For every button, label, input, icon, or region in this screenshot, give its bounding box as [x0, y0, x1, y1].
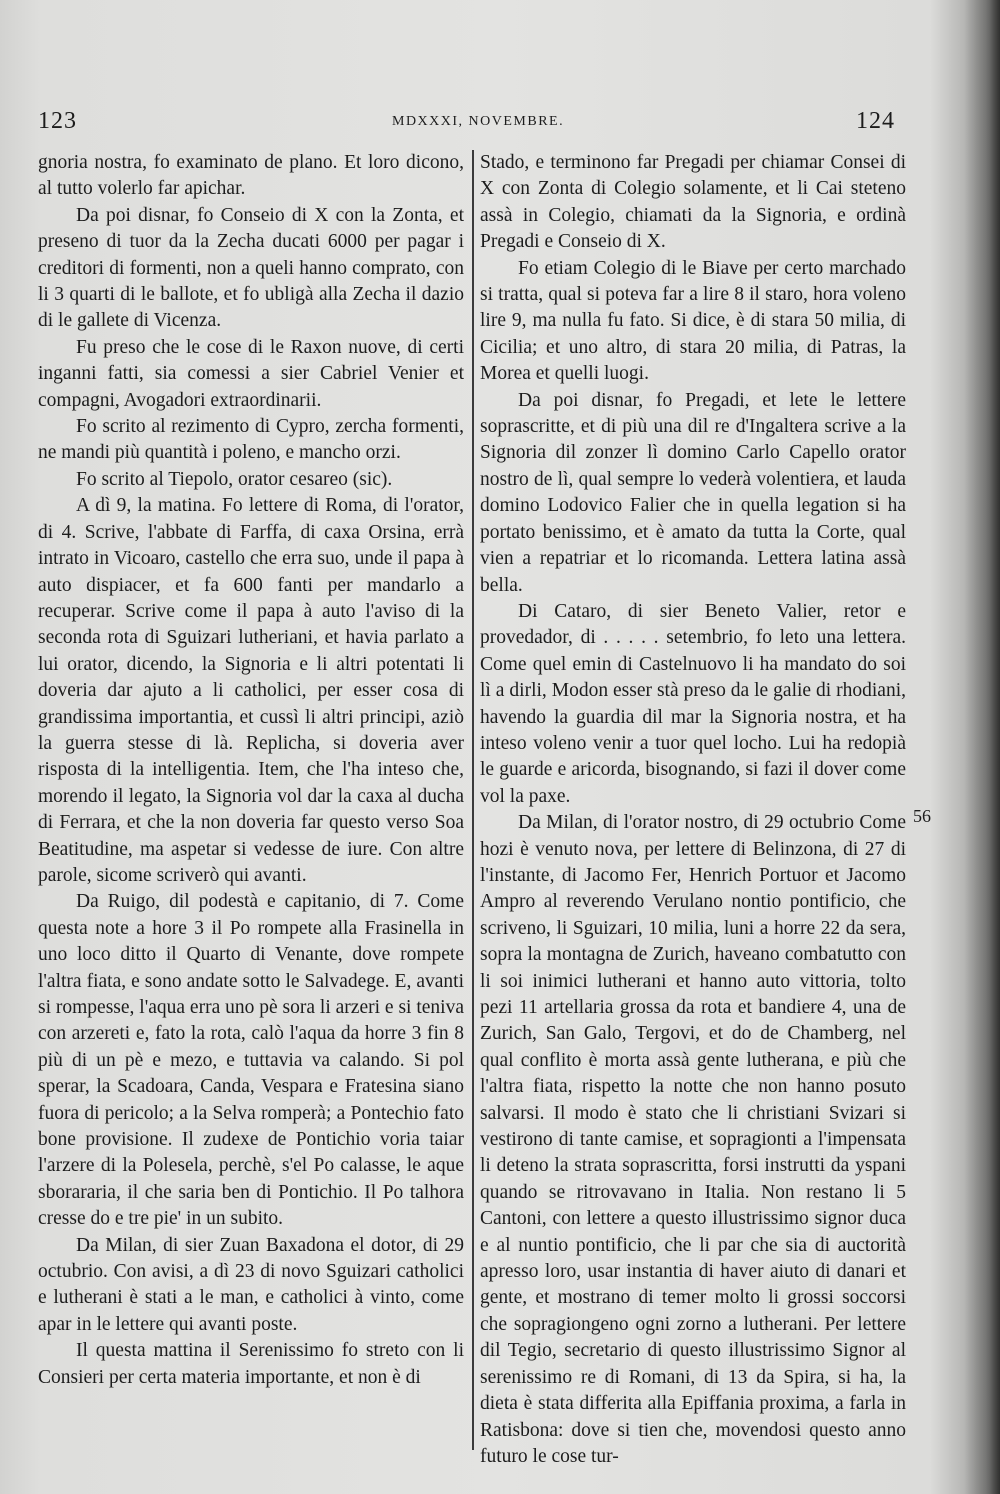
paragraph: Il questa mattina il Serenissimo fo streto con li Consieri per certa materia importante, et non è di: [38, 1340, 464, 1388]
running-header: [0, 108, 1000, 142]
running-title: MDXXXI, NOVEMBRE.: [392, 114, 565, 129]
page-number-left: 123: [38, 108, 77, 134]
column-divider: [472, 150, 474, 1450]
paragraph: Da Ruigo, dil podestà e capitanio, di 7. Come questa note a hore 3 il Po rompete alla Frasinella in uno loco ditto il Quarto di Venante, dove rompete l'altra fiata, e sono andate sotto le Salvadege. E, avanti si rompesse, l'aqua erra uno pè sora li arzeri e si teniva con arzereti e, fato la rota, calò l'aqua da horre 3 fin 8 più di un pè e mezo, e tuttavia va calando. Si pol sperar, la Scadoara, Canda, Vespara e Fratesina siano fuora di pericolo; a la Selva romperà; a Pontechio fato bone provisione. Il zudexe de Pontichio voria taiar l'arzere di la Polesela, perchè, s'el Po calasse, le aque sborararia, il che saria ben di Pontichio. Il Po talhora cresse do e tre pie' in un subito.: [38, 891, 464, 1230]
left-column: [38, 150, 464, 1391]
paragraph: Stado, e terminono far Pregadi per chiamar Consei di X con Zonta di Colegio solamente, et li Cai steteno assà in Colegio, chiamati da la Signoria, e ordinà Pregadi e Conseio di X.: [480, 152, 906, 253]
paragraph: Di Cataro, di sier Beneto Valier, retor e provedador, di . . . . . setembrio, fo leto una lettera. Come quel emin di Castelnuovo li ha mandato do soi lì a dirli, Modon esser stà preso da le galie di rhodiani, havendo la guardia dil mar la Signoria nostra, et ha inteso voleno venir a tuor quel locho. Lui ha redopià le guarde e aricorda, bisognando, si fazi il dover come vol la paxe.: [480, 600, 906, 807]
paragraph: gnoria nostra, fo examinato de plano. Et loro dicono, al tutto volerlo far apichar.: [38, 152, 464, 200]
paragraph: A dì 9, la matina. Fo lettere di Roma, di l'orator, di 4. Scrive, l'abbate di Farffa, di caxa Orsina, errà intrato in Vicoaro, castello che erra suo, unde il papa à auto dispiacer, et fa 600 fanti per mandarlo a recuperar. Scrive come il papa à auto l'aviso di la seconda rota di Sguizari lutheriani, et havia parlato a lui orator, dicendo, la Signoria e li altri potentati li doveria dar ajuto a li catholici, per esser cosa di grandissima importantia, et cussì li altri principi, aziò la guerra stesse di là. Replicha, si doveria aver risposta di la intelligentia. Item, che l'ha inteso che, morendo il legato, la Signoria vol dar la caxa al ducha di Ferrara, et che la non doveria far questo verso Soa Beatitudine, ma aspetar si vedesse de iure. Con altre parole, sicome scriverò qui avanti.: [38, 495, 464, 886]
paragraph: Da poi disnar, fo Pregadi, et lete le lettere soprascritte, et di più una dil re d'Ingaltera scrive a la Signoria dil zonzer lì domino Carlo Capello orator nostro de lì, qual sempre lo vederà volentiera, et lauda domino Lodovico Falier che in quella legation si ha portato benissimo, et è amato da tutta la Corte, qual vien a repatriar et lo ricomanda. Lettera latina assà bella.: [480, 389, 906, 596]
right-column: [480, 150, 906, 1470]
paragraph: Fu preso che le cose di le Raxon nuove, di certi inganni fatti, sia comessi a sier Cabriel Venier et compagni, Avogadori extraordinarii.: [38, 336, 464, 411]
page-number-right: 124: [856, 108, 895, 134]
margin-note: 56: [913, 806, 931, 826]
paragraph: Da poi disnar, fo Conseio di X con la Zonta, et preseno di tuor da la Zecha ducati 6000 per pagar i creditori di formenti, non a queli hanno comprato, con li 3 quarti di le ballote, et fo ubligà alla Zecha il dazio di le gallete di Vicenza.: [38, 204, 464, 332]
paragraph: Da Milan, di l'orator nostro, di 29 octubrio Come hozi è venuto nova, per lettere di Belinzona, di 27 di l'instante, di Jacomo Fer, Henrich Portuor et Jacomo Ampro al reverendo Verulano nontio pontificio, che scriveno, li Sguizari, 10 milia, luni a horre 22 da sera, sopra la montagna de Zurich, haveano combatutto con li soi inimici lutherani et hanno auto vittoria, tolto pezi 11 artellaria grossa da rota et bandiere 4, una de Zurich, San Galo, Tergovi, et do de Chamberg, nel qual conflito è morta assà gente lutherana, e più che l'altra fiata, rispetto la notte che non hanno posuto salvarsi. Il modo è stato che li christiani Svizari si vestirono di tante camise, et sopragionti a l'impensata li deteno la strata soprascritta, forsi instrutti da yspani quando se ritrovavano in Italia. Non restano li 5 Cantoni, con lettere a questo illustrissimo signor duca e al nuntio pontificio, che li par che sia di auctorità apresso loro, usar instantia di haver aiuto di danari et gente, et mostrano di temer molto li grossi soccorsi che sopragiongeno ogni zorno a lutherani. Per lettere dil Tegio, secretario di questo illustrissimo Signor al serenissimo re di Romani, di 13 da Spira, si ha, la dieta è stata differita alla Epiffania proxima, a farla in Ratisbona: dove si tien che, movendosi questo anno futuro le cose tur-: [480, 812, 906, 1467]
paragraph: Fo etiam Colegio di le Biave per certo marchado si tratta, qual si poteva far a lire 8 il staro, hora voleno lire 9, ma nulla fu fato. Si dice, è di stara 50 milia, di Cicilia; et uno altro, di stara 20 milia, di Patras, la Morea et quelli luogi.: [480, 257, 906, 385]
paragraph: Fo scrito al rezimento di Cypro, zercha formenti, ne mandi più quantità i poleno, e mancho orzi.: [38, 416, 464, 464]
paragraph: Da Milan, di sier Zuan Baxadona el dotor, di 29 octubrio. Con avisi, a dì 23 di novo Sguizari catholici e lutherani è stati a le man, e catholici à vinto, come apar in le lettere qui avanti poste.: [38, 1234, 464, 1335]
paragraph: Fo scrito al Tiepolo, orator cesareo (sic).: [76, 468, 393, 490]
page-edge-shadow: [964, 0, 1000, 1494]
